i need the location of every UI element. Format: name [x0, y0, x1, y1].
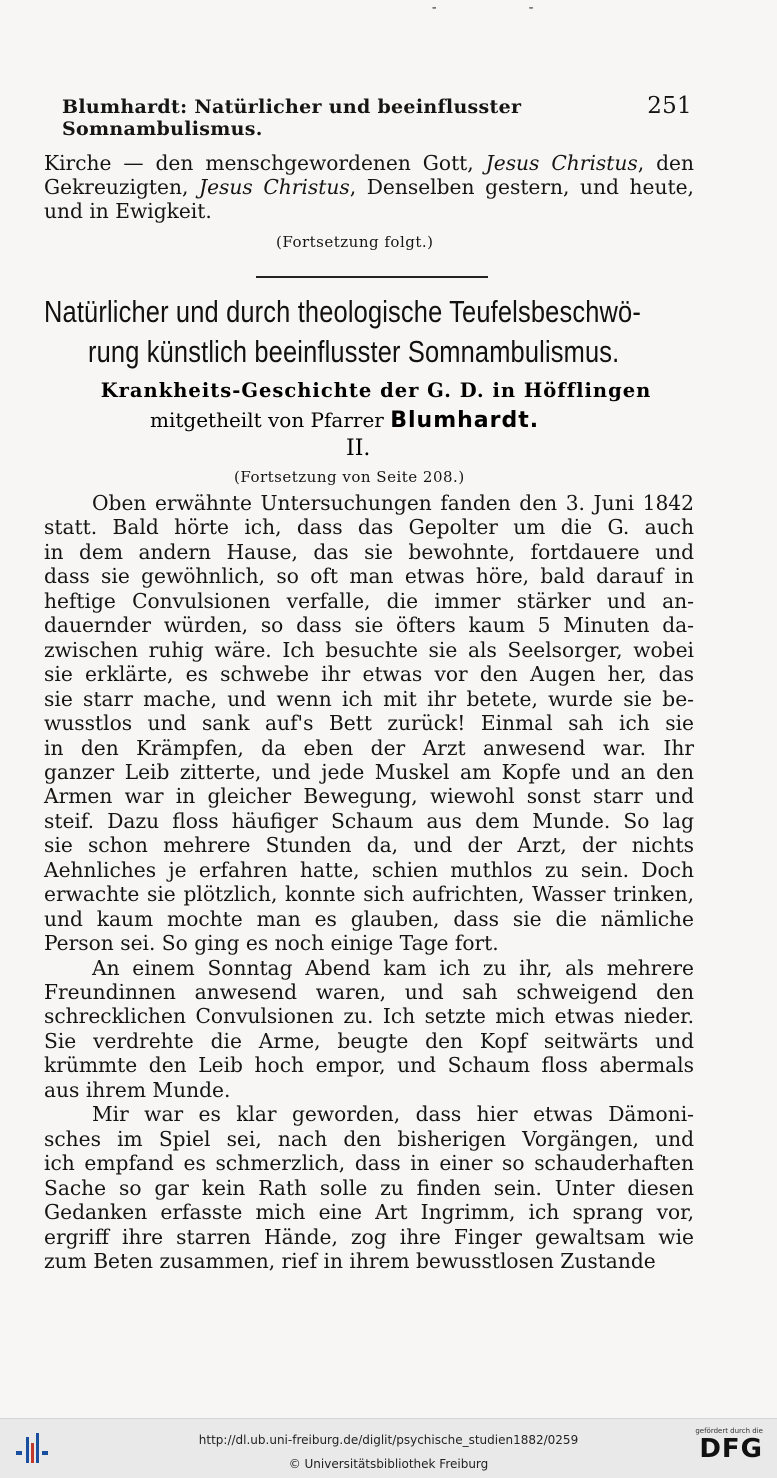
body-line: steif. Dazu floss häufiger Schaum aus dem Munde. So lag: [44, 808, 694, 833]
page-number: 251: [647, 93, 692, 119]
body-line: heftige Convulsionen verfalle, die immer stärker und an-: [44, 588, 694, 613]
body-line: in den Krämpfen, da eben der Arzt anwesend war. Ihr: [44, 735, 694, 760]
prev-line-1: Kirche — den menschgewordenen Gott, Jesus Christus, den: [44, 151, 694, 175]
running-header: [62, 93, 692, 140]
part-number: II.: [346, 436, 371, 461]
body-line: Person sei. So ging es noch einige Tage fort.: [44, 931, 499, 956]
body-line: Oben erwähnte Untersuchungen fanden den 3. Juni 1842: [92, 491, 694, 515]
body-line: schrecklichen Convulsionen zu. Ich setzte mich etwas nieder.: [44, 1004, 694, 1029]
section-divider: [256, 276, 488, 278]
body-line: und kaum mochte man es glauben, dass sie die nämliche: [44, 906, 694, 931]
body-line: ich empfand es schmerzlich, dass in einer so schauderhaften: [44, 1151, 694, 1176]
source-url[interactable]: http://dl.ub.uni-freiburg.de/diglit/psychische_studien1882/0259: [198, 1433, 579, 1447]
library-footer: [0, 1418, 777, 1478]
body-line: Mir war es klar geworden, dass hier etwas Dämoni-: [92, 1102, 694, 1127]
body-line: krümmte den Leib hoch empor, und Schaum floss abermals: [44, 1053, 694, 1078]
body-line: Sache so gar kein Rath solle zu finden sein. Unter diesen: [44, 1175, 694, 1200]
scan-edge-marks: - -: [430, 0, 576, 16]
prev-line-3: und in Ewigkeit.: [44, 199, 212, 223]
copyright-text: © Universitätsbibliothek Freiburg: [288, 1457, 489, 1471]
body-line: wusstlos und sank auf's Bett zurück! Einmal sah ich sie: [44, 711, 694, 736]
dfg-caption: gefördert durch die: [695, 1427, 763, 1435]
body-line: in dem andern Hause, das sie bewohnte, fortdauere und: [44, 539, 694, 564]
article-byline: [150, 408, 539, 433]
article-subtitle: Krankheits-Geschichte der G. D. in Höfflingen: [100, 379, 652, 402]
body-line: aus ihrem Munde.: [44, 1077, 231, 1102]
body-line: Aehnliches je erfahren hatte, schien muthlos zu sein. Doch: [44, 857, 694, 882]
body-line: zum Beten zusammen, rief in ihrem bewusstlosen Zustande: [44, 1248, 656, 1273]
body-line: sie erklärte, es schwebe ihr etwas vor den Augen her, das: [44, 662, 694, 687]
article-title-line-2: rung künstlich beeinflusster Somnambulismus.: [88, 334, 620, 369]
body-line: Armen war in gleicher Bewegung, wiewohl sonst starr und: [44, 784, 694, 809]
body-line: Sie verdrehte die Arme, beugte den Kopf seitwärts und: [44, 1028, 694, 1053]
body-line: dass sie gewöhnlich, so oft man etwas höre, bald darauf in: [44, 564, 694, 589]
byline-prefix: mitgetheilt von Pfarrer: [150, 408, 384, 432]
body-line: dauernder würden, so dass sie öfters kaum 5 Minuten da-: [44, 613, 694, 638]
continuation-note: (Fortsetzung von Seite 208.): [234, 468, 465, 486]
body-line: ganzer Leib zitterte, und jede Muskel am Kopfe und an den: [44, 759, 694, 784]
dfg-logo: [693, 1427, 763, 1463]
continued-note: (Fortsetzung folgt.): [276, 233, 434, 251]
body-line: zwischen ruhig wäre. Ich besuchte sie als Seelsorger, wobei: [44, 637, 694, 662]
running-title: Blumhardt: Natürlicher und beeinflusster Somnambulismus.: [62, 96, 522, 140]
dfg-logo-text: DFG: [699, 1434, 763, 1464]
prev-line-2: Gekreuzigten, Jesus Christus, Denselben gestern, und heute,: [44, 175, 694, 199]
body-line: sie schon mehrere Stunden da, und der Arzt, der nichts: [44, 833, 694, 858]
body-line: erwachte sie plötzlich, konnte sich aufrichten, Wasser trinken,: [44, 882, 694, 907]
body-line: sches im Spiel sei, nach den bisherigen Vorgängen, und: [44, 1126, 694, 1151]
body-line: Freundinnen anwesend waren, und sah schweigend den: [44, 980, 694, 1004]
body-line: statt. Bald hörte ich, dass das Gepolter um die G. auch: [44, 515, 694, 540]
body-line: ergriff ihre starren Hände, zog ihre Finger gewaltsam wie: [44, 1224, 694, 1249]
body-line: Gedanken erfasste mich eine Art Ingrimm, ich sprang vor,: [44, 1200, 694, 1225]
body-line: An einem Sonntag Abend kam ich zu ihr, als mehrere: [92, 955, 694, 980]
author-name: Blumhardt.: [390, 408, 540, 433]
body-line: sie starr mache, und wenn ich mit ihr betete, wurde sie be-: [44, 686, 694, 711]
article-title-line-1: Natürlicher und durch theologische Teufelsbeschwö-: [44, 294, 641, 329]
